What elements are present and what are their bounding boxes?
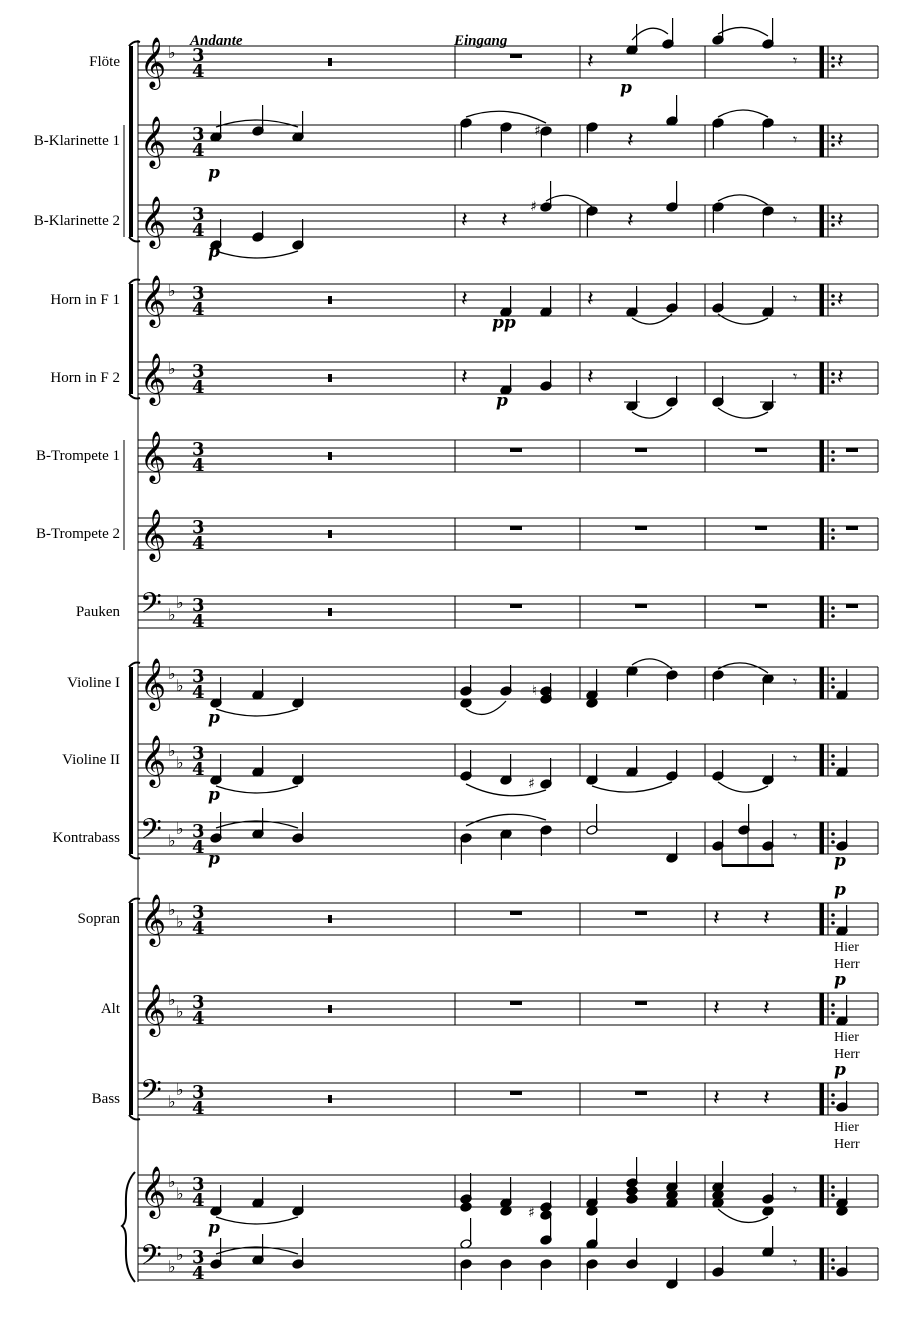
flat-icon: ♭	[168, 359, 176, 378]
time-signature-bottom: 4	[192, 299, 205, 320]
treble-clef-icon: 𝄞	[140, 1166, 167, 1217]
sharp-icon: ♯	[528, 776, 535, 792]
flat-icon: ♭	[168, 741, 176, 760]
repeat-dot	[831, 458, 835, 462]
time-signature-top: 3	[192, 902, 205, 923]
quarter-rest-icon: 𝄽	[713, 996, 720, 1021]
flat-icon: ♭	[176, 1245, 184, 1264]
dynamic-marking: p	[208, 708, 220, 728]
dynamic-marking: p	[496, 391, 508, 411]
flat-icon: ♭	[168, 43, 176, 62]
repeat-dot	[831, 1185, 835, 1189]
natural-icon: ♮	[532, 683, 538, 699]
slur	[718, 27, 768, 36]
instrument-label: B-Klarinette 1	[33, 133, 120, 149]
repeat-dot	[831, 1093, 835, 1097]
measure-rest	[510, 604, 522, 608]
time-signature-bottom: 4	[192, 759, 205, 780]
time-signature-top: 3	[192, 124, 205, 145]
instrument-label: Violine II	[62, 752, 120, 768]
flat-icon: ♭	[168, 664, 176, 683]
slur	[718, 408, 768, 418]
quarter-rest-icon: 𝄽	[837, 287, 844, 312]
time-signature-top: 3	[192, 45, 205, 66]
slur	[216, 786, 298, 793]
note	[460, 1202, 472, 1213]
time-signature-top: 3	[192, 1082, 205, 1103]
time-signature-bottom: 4	[192, 455, 205, 476]
sharp-icon: ♯	[528, 1205, 535, 1221]
measure-rest	[755, 448, 767, 452]
slur	[216, 120, 298, 127]
quarter-rest-icon: 𝄽	[501, 208, 508, 233]
slur	[466, 701, 506, 714]
dynamic-marking: p	[834, 880, 846, 900]
dynamic-marking: p	[208, 163, 220, 183]
quarter-rest-icon: 𝄽	[627, 128, 634, 153]
quarter-rest-icon: 𝄽	[713, 906, 720, 931]
note	[626, 1194, 638, 1205]
dynamic-marking: p	[620, 78, 632, 98]
repeat-dot	[831, 762, 835, 766]
slur	[466, 814, 546, 826]
repeat-dot	[831, 1003, 835, 1007]
measure-rest	[635, 604, 647, 608]
repeat-dot	[831, 677, 835, 681]
treble-clef-icon: 𝄞	[140, 116, 167, 167]
repeat-dot	[831, 223, 835, 227]
time-signature-top: 3	[192, 439, 205, 460]
measure-rest	[846, 526, 858, 530]
treble-clef-icon: 𝄞	[140, 894, 167, 945]
bass-clef-icon: 𝄢	[140, 813, 162, 853]
treble-clef-icon: 𝄞	[140, 431, 167, 482]
piano-brace	[122, 1172, 135, 1282]
quarter-rest-icon: 𝄽	[461, 287, 468, 312]
bracket-horns	[129, 284, 133, 394]
repeat-dot	[831, 56, 835, 60]
time-signature-top: 3	[192, 361, 205, 382]
treble-clef-icon: 𝄞	[140, 735, 167, 786]
eighth-rest-icon: 𝄾	[793, 749, 798, 768]
slur	[216, 709, 298, 716]
flat-icon: ♭	[176, 676, 184, 695]
time-signature-top: 3	[192, 595, 205, 616]
measure-rest	[635, 448, 647, 452]
tempo-eingang: Eingang	[454, 33, 508, 49]
flat-icon: ♭	[176, 1002, 184, 1021]
measure-rest	[510, 1091, 522, 1095]
slur	[718, 195, 768, 205]
quarter-rest-icon: 𝄽	[837, 208, 844, 233]
instrument-label: Violine I	[67, 675, 120, 691]
time-signature-bottom: 4	[192, 61, 205, 82]
dynamic-marking: p	[208, 849, 220, 869]
repeat-dot	[831, 372, 835, 376]
time-signature-bottom: 4	[192, 611, 205, 632]
eighth-rest-icon: 𝄾	[793, 672, 798, 691]
time-signature-bottom: 4	[192, 140, 205, 161]
treble-clef-icon: 𝄞	[140, 37, 167, 88]
repeat-dot	[831, 302, 835, 306]
quarter-rest-icon: 𝄽	[763, 996, 770, 1021]
measure-rest	[328, 915, 332, 923]
bass-clef-icon: 𝄢	[140, 1074, 162, 1114]
bracket-choir	[129, 903, 133, 1115]
quarter-rest-icon: 𝄽	[587, 365, 594, 390]
measure-rest	[328, 1095, 332, 1103]
measure-rest	[635, 1091, 647, 1095]
lyric-bass-2: Herr	[834, 1137, 860, 1152]
flat-icon: ♭	[176, 819, 184, 838]
flat-icon: ♭	[168, 990, 176, 1009]
repeat-dot	[831, 606, 835, 610]
measure-rest	[328, 530, 332, 538]
measure-rest	[510, 54, 522, 58]
repeat-dot	[831, 536, 835, 540]
quarter-rest-icon: 𝄽	[837, 49, 844, 74]
lyric-sopran-2: Herr	[834, 957, 860, 972]
repeat-dot	[831, 685, 835, 689]
flat-icon: ♭	[168, 281, 176, 300]
flat-icon: ♭	[168, 605, 176, 624]
time-signature-bottom: 4	[192, 1008, 205, 1029]
repeat-dot	[831, 380, 835, 384]
time-signature-top: 3	[192, 283, 205, 304]
measure-rest	[510, 911, 522, 915]
measure-rest	[635, 1001, 647, 1005]
flat-icon: ♭	[176, 1080, 184, 1099]
repeat-dot	[831, 921, 835, 925]
time-signature-top: 3	[192, 821, 205, 842]
instrument-label: Sopran	[77, 911, 120, 927]
time-signature-top: 3	[192, 666, 205, 687]
instrument-label: Horn in F 1	[50, 292, 120, 308]
time-signature-top: 3	[192, 1247, 205, 1268]
dynamic-marking: p	[834, 970, 846, 990]
instrument-label: Flöte	[89, 54, 120, 70]
measure-rest	[755, 526, 767, 530]
tempo-andante: Andante	[190, 33, 243, 49]
bracket-strings	[129, 667, 133, 854]
slur	[632, 408, 672, 418]
sharp-icon: ♯	[534, 123, 541, 139]
eighth-rest-icon: 𝄾	[793, 130, 798, 149]
measure-rest	[510, 448, 522, 452]
dynamic-marking: pp	[492, 313, 516, 333]
quarter-rest-icon: 𝄽	[587, 287, 594, 312]
bass-clef-icon: 𝄢	[140, 1239, 162, 1279]
repeat-dot	[831, 913, 835, 917]
dynamic-marking: p	[834, 1060, 846, 1080]
repeat-dot	[831, 1101, 835, 1105]
measure-rest	[635, 526, 647, 530]
quarter-rest-icon: 𝄽	[713, 1086, 720, 1111]
repeat-dot	[831, 294, 835, 298]
flat-icon: ♭	[168, 1257, 176, 1276]
measure-rest	[510, 1001, 522, 1005]
slur	[718, 1209, 768, 1222]
repeat-dot	[831, 840, 835, 844]
time-signature-bottom: 4	[192, 837, 205, 858]
time-signature-top: 3	[192, 517, 205, 538]
flat-icon: ♭	[176, 753, 184, 772]
instrument-label: B-Trompete 2	[35, 526, 120, 542]
slur	[718, 663, 768, 673]
eighth-rest-icon: 𝄾	[793, 1180, 798, 1199]
instrument-label: Pauken	[75, 604, 120, 620]
time-signature-top: 3	[192, 1174, 205, 1195]
time-signature-bottom: 4	[192, 377, 205, 398]
eighth-rest-icon: 𝄾	[793, 367, 798, 386]
dynamic-marking: p	[834, 851, 846, 871]
time-signature-bottom: 4	[192, 1263, 205, 1284]
flat-icon: ♭	[168, 900, 176, 919]
dynamic-marking: p	[208, 1218, 220, 1238]
repeat-dot	[831, 1193, 835, 1197]
flat-icon: ♭	[168, 1092, 176, 1111]
time-signature-bottom: 4	[192, 220, 205, 241]
measure-rest	[755, 604, 767, 608]
time-signature-bottom: 4	[192, 918, 205, 939]
repeat-dot	[831, 1258, 835, 1262]
flat-icon: ♭	[176, 593, 184, 612]
quarter-rest-icon: 𝄽	[763, 1086, 770, 1111]
flat-icon: ♭	[176, 1184, 184, 1203]
time-signature-bottom: 4	[192, 1098, 205, 1119]
instrument-label: Kontrabass	[52, 830, 120, 846]
time-signature-bottom: 4	[192, 682, 205, 703]
bass-clef-icon: 𝄢	[140, 587, 162, 627]
lyric-alt-1: Hier	[834, 1030, 859, 1045]
measure-rest	[510, 526, 522, 530]
measure-rest	[328, 58, 332, 66]
repeat-dot	[831, 614, 835, 618]
instrument-label: B-Klarinette 2	[33, 213, 120, 229]
measure-rest	[328, 608, 332, 616]
instrument-label: B-Trompete 1	[35, 448, 120, 464]
bracket-woodwinds	[129, 46, 133, 237]
lyric-alt-2: Herr	[834, 1047, 860, 1062]
slur	[216, 251, 298, 258]
measure-rest	[328, 452, 332, 460]
lyric-bass-1: Hier	[834, 1120, 859, 1135]
instrument-label: Horn in F 2	[50, 370, 120, 386]
treble-clef-icon: 𝄞	[140, 658, 167, 709]
measure-rest	[328, 1005, 332, 1013]
treble-clef-icon: 𝄞	[140, 275, 167, 326]
eighth-rest-icon: 𝄾	[793, 827, 798, 846]
slur	[718, 782, 768, 792]
time-signature-bottom: 4	[192, 533, 205, 554]
measure-rest	[635, 911, 647, 915]
treble-clef-icon: 𝄞	[140, 984, 167, 1035]
repeat-dot	[831, 215, 835, 219]
slur	[592, 782, 672, 792]
instrument-label: Bass	[91, 1091, 120, 1107]
quarter-rest-icon: 𝄽	[837, 365, 844, 390]
slur	[718, 110, 768, 117]
flat-icon: ♭	[168, 831, 176, 850]
repeat-dot	[831, 143, 835, 147]
time-signature-top: 3	[192, 743, 205, 764]
quarter-rest-icon: 𝄽	[837, 128, 844, 153]
repeat-dot	[831, 1011, 835, 1015]
time-signature-top: 3	[192, 204, 205, 225]
instrument-label: Alt	[100, 1001, 120, 1017]
slur	[216, 1217, 298, 1224]
eighth-rest-icon: 𝄾	[793, 51, 798, 70]
treble-clef-icon: 𝄞	[140, 353, 167, 404]
repeat-dot	[831, 754, 835, 758]
flat-icon: ♭	[176, 912, 184, 931]
treble-clef-icon: 𝄞	[140, 196, 167, 247]
dynamic-marking: p	[208, 242, 220, 262]
quarter-rest-icon: 𝄽	[627, 208, 634, 233]
eighth-rest-icon: 𝄾	[793, 289, 798, 308]
treble-clef-icon: 𝄞	[140, 509, 167, 560]
measure-rest	[328, 374, 332, 382]
eighth-rest-icon: 𝄾	[793, 210, 798, 229]
quarter-rest-icon: 𝄽	[587, 49, 594, 74]
time-signature-top: 3	[192, 992, 205, 1013]
repeat-dot	[831, 135, 835, 139]
dynamic-marking: p	[208, 785, 220, 805]
repeat-dot	[831, 528, 835, 532]
repeat-dot	[831, 64, 835, 68]
repeat-dot	[831, 450, 835, 454]
flat-icon: ♭	[168, 1172, 176, 1191]
measure-rest	[846, 448, 858, 452]
slur	[466, 111, 546, 123]
quarter-rest-icon: 𝄽	[461, 365, 468, 390]
repeat-dot	[831, 832, 835, 836]
sharp-icon: ♯	[530, 199, 537, 215]
time-signature-bottom: 4	[192, 1190, 205, 1211]
measure-rest	[328, 296, 332, 304]
eighth-rest-icon: 𝄾	[793, 1253, 798, 1272]
lyric-sopran-1: Hier	[834, 940, 859, 955]
quarter-rest-icon: 𝄽	[763, 906, 770, 931]
repeat-dot	[831, 1266, 835, 1270]
slur	[632, 28, 668, 40]
quarter-rest-icon: 𝄽	[461, 208, 468, 233]
measure-rest	[846, 604, 858, 608]
